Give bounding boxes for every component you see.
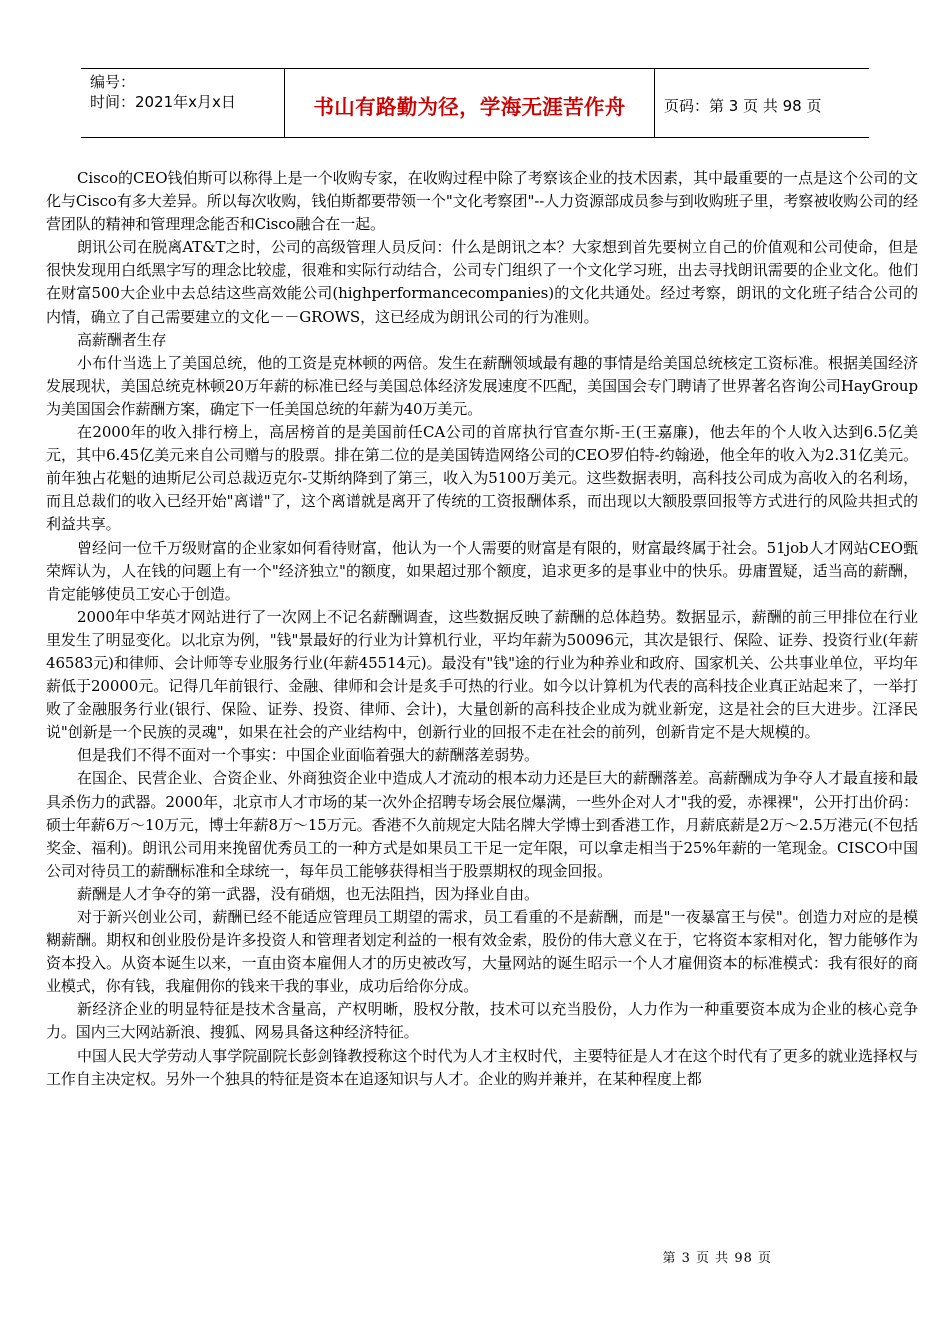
paragraph: 在国企、民营企业、合资企业、外商独资企业中造成人才流动的根本动力还是巨大的薪酬落差。高薪酬成为争夺人才最直接和最具杀伤力的武器。2000年，北京市人才市场的某一次外企招聘专场会展位爆满，一些外企对人才"我的爱，赤裸裸"，公开打出价码：硕士年薪6万～10万元，博士年薪8万～15万元。香港不久前规定大陆名牌大学博士到香港工作，月薪底薪是2万～2.5万港元(不包括奖金、福利)。朗讯公司用来挽留优秀员工的一种方式是如果员工干足一定年限，可以拿走相当于25%年薪的一笔现金。CISCO中国公司对待员工的薪酬标准和全球统一，每年员工能够获得相当于股票期权的现金回报。 [46,769,918,880]
document-body [46,167,918,1091]
header-motto-cell [285,69,655,137]
paragraph: 但是我们不得不面对一个事实：中国企业面临着强大的薪酬落差弱势。 [77,746,539,765]
document-number-label: 编号： [90,73,136,91]
paragraph: 中国人民大学劳动人事学院副院长彭剑锋教授称这个时代为人才主权时代，主要特征是人才在这个时代有了更多的就业选择权与工作自主决定权。另外一个独具的特征是资本在追逐知识与人才。企业的购并兼并，在某种程度上都 [46,1046,918,1088]
paragraph: 新经济企业的明显特征是技术含量高，产权明晰，股权分散，技术可以充当股份，人力作为一种重要资本成为企业的核心竞争力。国内三大网站新浪、搜狐、网易具备这种经济特征。 [46,1000,918,1042]
paragraph: 朗讯公司在脱离AT&T之时，公司的高级管理人员反问：什么是朗讯之本？大家想到首先要树立自己的价值观和公司使命，但是很快发现用白纸黑字写的理念比较虚，很难和实际行动结合，公司专门组织了一个文化学习班，出去寻找朗讯需要的企业文化。他们在财富500大企业中去总结这些高效能公司(highperformancecompanies)的文化共通处。经过考察，朗讯的文化班子结合公司的内情，确立了自己需要建立的文化－－GROWS，这已经成为朗讯公司的行为准则。 [46,238,918,326]
section-heading: 高薪酬者生存 [77,330,167,349]
page-footer: 第 3 页 共 98 页 [662,1251,772,1266]
header-motto: 书山有路勤为径，学海无涯苦作舟 [313,95,626,119]
document-header [81,68,869,138]
document-time-label: 时间：2021年x月x日 [90,93,236,111]
paragraph: 小布什当选上了美国总统，他的工资是克林顿的两倍。发生在薪酬领域最有趣的事情是给美国总统核定工资标准。根据美国经济发展现状，美国总统克林顿20万年薪的标准已经与美国总体经济发展速度不匹配，美国国会专门聘请了世界著名咨询公司HayGroup为美国国会作薪酬方案，确定下一任美国总统的年薪为40万美元。 [46,353,918,418]
paragraph: 在2000年的收入排行榜上，高居榜首的是美国前任CA公司的首席执行官查尔斯-王(王嘉廉)，他去年的个人收入达到6.5亿美元，其中6.45亿美元来自公司赠与的股票。排在第二位的是美国铸造网络公司的CEO罗伯特-约翰逊，他全年的收入为2.31亿美元。前年独占花魁的迪斯尼公司总裁迈克尔-艾斯纳降到了第三，收入为5100万美元。这些数据表明，高科技公司成为高收入的名利场，而且总裁们的收入已经开始"离谱"了，这个离谱就是离开了传统的工资报酬体系，而出现以大额股票回报等方式进行的风险共担式的利益共享。 [46,423,918,534]
paragraph: Cisco的CEO钱伯斯可以称得上是一个收购专家，在收购过程中除了考察该企业的技术因素，其中最重要的一点是这个公司的文化与Cisco有多大差异。所以每次收购，钱伯斯都要带领一个"文化考察团"--人力资源部成员参与到收购班子里，考察被收购公司的经营团队的精神和管理理念能否和Cisco融合在一起。 [46,169,918,234]
paragraph: 薪酬是人才争夺的第一武器，没有硝烟，也无法阻挡，因为择业自由。 [77,884,539,903]
header-info-cell [81,69,285,137]
header-page-cell [655,69,869,137]
header-page-number: 页码：第 3 页 共 98 页 [664,96,822,115]
paragraph: 对于新兴创业公司，薪酬已经不能适应管理员工期望的需求，员工看重的不是薪酬，而是"一夜暴富王与侯"。创造力对应的是模糊薪酬。期权和创业股份是许多投资人和管理者划定利益的一根有效金索，股份的伟大意义在于，它将资本家相对化，智力能够作为资本投入。从资本诞生以来，一直由资本雇佣人才的历史被改写，大量网站的诞生昭示一个人才雇佣资本的标准模式：我有很好的商业模式，你有钱，我雇佣你的钱来干我的事业，成功后给你分成。 [46,908,918,996]
paragraph: 2000年中华英才网站进行了一次网上不记名薪酬调查，这些数据反映了薪酬的总体趋势。数据显示，薪酬的前三甲排位在行业里发生了明显变化。以北京为例，"钱"景最好的行业为计算机行业，平均年薪为50096元，其次是银行、保险、证券、投资行业(年薪46583元)和律师、会计师等专业服务行业(年薪45514元)。最没有"钱"途的行业为种养业和政府、国家机关、公共事业单位，平均年薪低于20000元。记得几年前银行、金融、律师和会计是炙手可热的行业。如今以计算机为代表的高科技企业真正站起来了，一举打败了金融服务行业(银行、保险、证券、投资、律师、会计)，大量创新的高科技企业成为就业新宠，这是社会的巨大进步。江泽民说"创新是一个民族的灵魂"，如果在社会的产业结构中，创新行业的回报不走在社会的前列，创新肯定不是大规模的。 [46,607,918,742]
paragraph: 曾经问一位千万级财富的企业家如何看待财富，他认为一个人需要的财富是有限的，财富最终属于社会。51job人才网站CEO甄荣辉认为，人在钱的问题上有一个"经济独立"的额度，如果超过那个额度，追求更多的是事业中的快乐。毋庸置疑，适当高的薪酬，肯定能够使员工安心于创造。 [46,538,918,603]
